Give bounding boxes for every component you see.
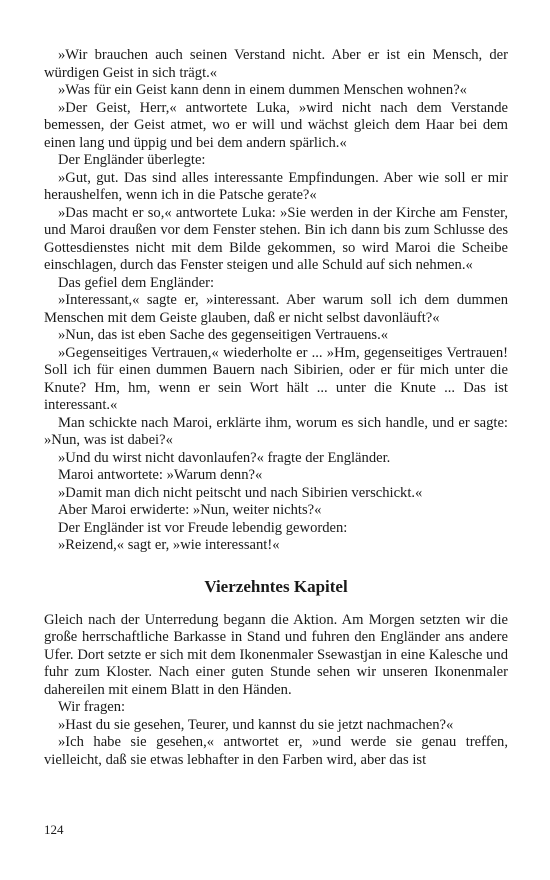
paragraph: Wir fragen:: [58, 699, 126, 715]
paragraph: »Gegenseitiges Vertrauen,« wiederholte er ... »Hm, gegenseitiges Vertrauen! Soll ich für einen dummen Bauern nach Sibirien, oder er für mich unter die Knute? Hm, hm, wenn er sein Wort hält ... unter die Knute ... Das ist interessant.«: [44, 344, 508, 413]
paragraph: Der Engländer ist vor Freude lebendig geworden:: [58, 519, 348, 536]
paragraph: Gleich nach der Unterredung begann die Aktion. Am Morgen setzten wir die große herrschaftliche Barkasse in Stand und fuhren den Engländer ans andere Ufer. Dort setzte er sich mit dem Ikonenmaler Ssewastjan in eine Kalesche und fuhr zum Kloster. Nach einer guten Stunde sehen wir unseren Ikonenmaler dahereilen mit einem Blatt in den Händen.: [44, 611, 508, 698]
paragraph: »Interessant,« sagte er, »interessant. Aber warum soll ich dem dummen Menschen mit dem Geiste glauben, daß er nicht selbst davonläuft?«: [44, 292, 508, 326]
book-page: [44, 47, 508, 769]
paragraph: »Und du wirst nicht davonlaufen?« fragte der Engländer.: [58, 449, 391, 466]
paragraph: Der Engländer überlegte:: [58, 152, 206, 168]
page-number: 124: [44, 822, 64, 837]
paragraph: Man schickte nach Maroi, erklärte ihm, worum es sich handle, und er sagte: »Nun, was ist dabei?«: [44, 414, 508, 448]
chapter-heading: Vierzehntes Kapitel: [204, 576, 348, 596]
paragraph: »Damit man dich nicht peitscht und nach Sibirien verschickt.«: [58, 484, 423, 501]
paragraph: »Reizend,« sagt er, »wie interessant!«: [58, 537, 280, 553]
paragraph: Aber Maroi erwiderte: »Nun, weiter nichts?«: [58, 502, 322, 518]
paragraph: Das gefiel dem Engländer:: [58, 274, 215, 291]
paragraph: »Gut, gut. Das sind alles interessante Empfindungen. Aber wie soll er mir heraushelfen, wenn ich in die Patsche gerate?«: [44, 169, 508, 203]
paragraph: »Nun, das ist eben Sache des gegenseitigen Vertrauens.«: [58, 327, 389, 343]
paragraph: »Ich habe sie gesehen,« antwortet er, »und werde sie genau treffen, vielleicht, daß sie etwas lebhafter in den Farben wird, aber das ist: [44, 734, 508, 768]
paragraph: Maroi antwortete: »Warum denn?«: [58, 467, 263, 483]
paragraph: »Der Geist, Herr,« antwortete Luka, »wird nicht nach dem Verstande bemessen, der Geist atmet, wo er will und wächst gleich dem Haar bei dem einen lang und üppig und bei dem andern spärlich.«: [44, 99, 508, 151]
paragraph: »Das macht er so,« antwortete Luka: »Sie werden in der Kirche am Fenster, und Maroi draußen vor dem Fenster stehen. Bin ich dann bis zum Schlusse des Gottesdienstes nicht mit dem Bilde gekommen, so wird Maroi die Scheibe einschlagen, durch das Fenster steigen und alle Schuld auf sich nehmen.«: [44, 204, 508, 273]
paragraph: »Hast du sie gesehen, Teurer, und kannst du sie jetzt nachmachen?«: [58, 716, 454, 733]
paragraph: »Was für ein Geist kann denn in einem dummen Menschen wohnen?«: [58, 82, 467, 98]
paragraph: »Wir brauchen auch seinen Verstand nicht. Aber er ist ein Mensch, der würdigen Geist in sich trägt.«: [44, 47, 508, 81]
